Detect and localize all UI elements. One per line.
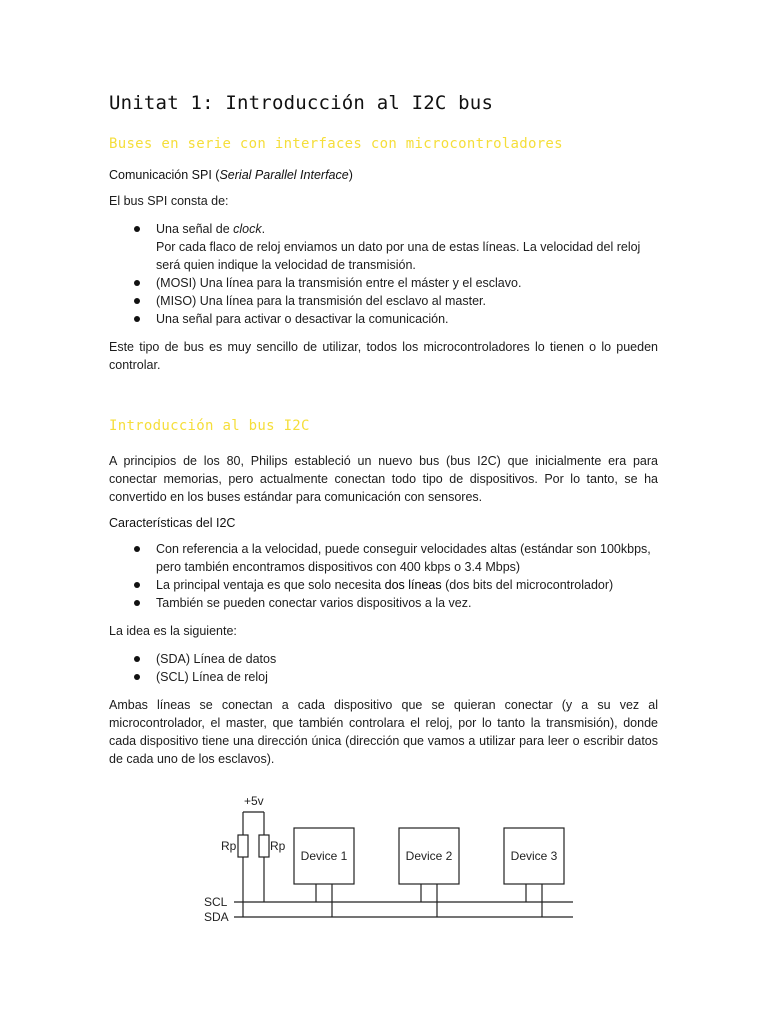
- spi-intro: El bus SPI consta de:: [109, 194, 229, 208]
- spi-bullet-clock-italic: clock: [233, 222, 262, 236]
- resistor-1: [238, 835, 248, 857]
- device-3-label: Device 3: [510, 849, 558, 863]
- i2c-lines-list: [109, 650, 658, 686]
- i2c-idea: La idea es la siguiente:: [109, 624, 237, 638]
- sda-label: SDA: [204, 910, 229, 924]
- i2c-feature-two-lines-emph: dos líneas: [384, 578, 442, 592]
- spi-bullet-miso: (MISO) Una línea para la transmisión del esclavo al master.: [156, 292, 658, 310]
- spi-bullet-clock-suffix: .: [261, 222, 266, 236]
- scl-label: SCL: [204, 895, 228, 909]
- i2c-line-scl: (SCL) Línea de reloj: [156, 668, 658, 686]
- document-page: [109, 86, 658, 778]
- spi-subheading-italic: Serial Parallel Interface: [219, 168, 349, 182]
- i2c-features-heading: Características del I2C: [109, 516, 236, 530]
- i2c-explanation: Ambas líneas se conectan a cada dispositivo que se quieran conectar (y a su vez al microcontrolador, el master, que también controlara el reloj, por lo tanto la transmisión), donde cada dispositivo tiene una dirección única (dirección que vamos a utilizar para leer o escribir datos de cada uno de los esclavos).: [109, 698, 658, 766]
- spi-bullet-clock: [156, 220, 658, 274]
- spi-subheading-prefix: Comunicación SPI (: [109, 168, 220, 182]
- i2c-feature-speed: Con referencia a la velocidad, puede conseguir velocidades altas (estándar son 100kbps, pero también encontramos dispositivos con 400 kbps o 3.4 Mbps): [156, 540, 658, 576]
- spi-subheading-suffix: ): [348, 168, 353, 182]
- i2c-features-list: [109, 540, 658, 612]
- page-title: Unitat 1: Introducción al I2C bus: [109, 92, 494, 114]
- i2c-feature-two-lines: [156, 576, 658, 594]
- i2c-bus-diagram: [198, 790, 578, 935]
- spi-bullet-list: [109, 220, 658, 328]
- spi-bullet-clock-detail: Por cada flaco de reloj enviamos un dato por una de estas líneas. La velocidad del reloj será quien indique la velocidad de transmisión.: [156, 240, 641, 272]
- supply-label: +5v: [244, 794, 264, 808]
- section-heading-serial-buses: Buses en serie con interfaces con microcontroladores: [109, 136, 563, 152]
- resistor-2-label: Rp: [270, 839, 286, 853]
- i2c-feature-two-lines-prefix: La principal ventaja es que solo necesita: [156, 578, 385, 592]
- spi-bullet-enable: Una señal para activar o desactivar la comunicación.: [156, 310, 658, 328]
- spi-subheading: [109, 168, 658, 182]
- i2c-intro: A principios de los 80, Philips estableció un nuevo bus (bus I2C) que inicialmente era para conectar memorias, pero actualmente conectan todo tipo de dispositivos. Por lo tanto, se ha convertido en los buses estándar para comunicación con sensores.: [109, 454, 658, 504]
- device-1-label: Device 1: [300, 849, 348, 863]
- spi-closing: Este tipo de bus es muy sencillo de utilizar, todos los microcontroladores lo tienen o lo pueden controlar.: [109, 340, 658, 372]
- resistor-1-label: Rp: [221, 839, 237, 853]
- spi-bullet-clock-prefix: Una señal de: [156, 222, 234, 236]
- resistor-2: [259, 835, 269, 857]
- i2c-bus-diagram-svg: [198, 790, 578, 930]
- i2c-feature-two-lines-suffix: (dos bits del microcontrolador): [441, 578, 614, 592]
- i2c-feature-multi-device: También se pueden conectar varios dispositivos a la vez.: [156, 594, 658, 612]
- section-heading-i2c: Introducción al bus I2C: [109, 418, 310, 434]
- spi-bullet-mosi: (MOSI) Una línea para la transmisión entre el máster y el esclavo.: [156, 274, 658, 292]
- i2c-line-sda: (SDA) Línea de datos: [156, 650, 658, 668]
- device-2-label: Device 2: [405, 849, 453, 863]
